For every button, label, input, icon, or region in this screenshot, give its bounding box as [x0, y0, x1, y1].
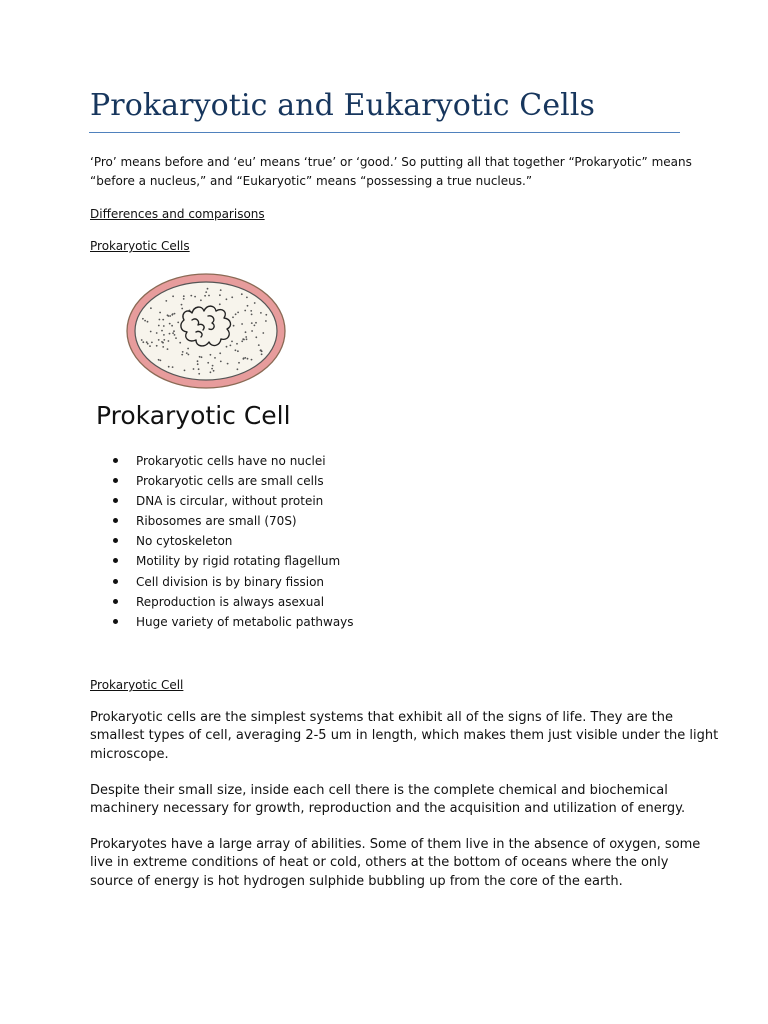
list-item: Huge variety of metabolic pathways: [113, 612, 513, 632]
ribosome-dot: [210, 371, 212, 373]
ribosome-dot: [172, 332, 174, 334]
ribosome-dot: [245, 331, 247, 333]
list-item: Cell division is by binary fission: [113, 572, 513, 592]
ribosome-dot: [190, 295, 192, 297]
ribosome-dot: [147, 343, 149, 345]
ribosome-dot: [232, 316, 234, 318]
ribosome-dot: [169, 333, 171, 335]
ribosome-dot: [233, 325, 235, 327]
figure-caption: Prokaryotic Cell: [96, 401, 291, 430]
ribosome-dot: [210, 354, 212, 356]
ribosome-dot: [142, 341, 144, 343]
ribosome-dot: [243, 357, 245, 359]
ribosome-dot: [251, 322, 253, 324]
ribosome-dot: [220, 289, 222, 291]
subheading-prokaryotic-cell: Prokaryotic Cell: [90, 678, 184, 692]
ribosome-dot: [241, 340, 243, 342]
ribosome-dot: [220, 361, 222, 363]
ribosome-dot: [162, 346, 164, 348]
ribosome-dot: [260, 349, 262, 351]
ribosome-dot: [141, 339, 143, 341]
ribosome-dot: [144, 320, 146, 322]
ribosome-dot: [219, 352, 221, 354]
ribosome-dot: [162, 319, 164, 321]
bullet-icon: [113, 599, 118, 604]
ribosome-dot: [172, 295, 174, 297]
ribosome-dot: [219, 303, 221, 305]
ribosome-dot: [158, 325, 160, 327]
bullet-icon: [113, 579, 118, 584]
ribosome-dot: [219, 294, 221, 296]
ribosome-dot: [254, 302, 256, 304]
list-item: Ribosomes are small (70S): [113, 511, 513, 531]
ribosome-dot: [182, 351, 184, 353]
ribosome-dot: [200, 299, 202, 301]
ribosome-dot: [230, 345, 232, 347]
ribosome-dot: [231, 341, 233, 343]
ribosome-dot: [247, 358, 249, 360]
page-title: Prokaryotic and Eukaryotic Cells: [90, 88, 596, 123]
ribosome-dot: [265, 314, 267, 316]
ribosome-dot: [169, 315, 171, 317]
ribosome-dot: [172, 366, 174, 368]
ribosome-dot: [193, 368, 195, 370]
ribosome-dot: [245, 336, 247, 338]
ribosome-dot: [175, 337, 177, 339]
ribosome-dot: [173, 330, 175, 332]
ribosome-dot: [237, 368, 239, 370]
ribosome-dot: [186, 352, 188, 354]
ribosome-dot: [171, 325, 173, 327]
ribosome-dot: [242, 338, 244, 340]
ribosome-dot: [163, 325, 165, 327]
ribosome-dot: [181, 308, 183, 310]
ribosome-dot: [149, 345, 151, 347]
ribosome-dot: [151, 342, 153, 344]
ribosome-dot: [150, 331, 152, 333]
ribosome-dot: [211, 368, 213, 370]
ribosome-dot: [169, 323, 171, 325]
ribosome-dot: [254, 325, 256, 327]
title-divider: [89, 132, 680, 133]
ribosome-dot: [255, 336, 257, 338]
ribosome-dot: [260, 312, 262, 314]
list-item: Reproduction is always asexual: [113, 592, 513, 612]
ribosome-dot: [204, 295, 206, 297]
ribosome-dot: [258, 344, 260, 346]
body-paragraph: Prokaryotic cells are the simplest systems that exhibit all of the signs of life. They are the smallest types of cell, averaging 2-5 um in length, which makes them just visible under the light microscope.: [90, 710, 719, 762]
ribosome-dot: [142, 318, 144, 320]
ribosome-dot: [187, 348, 189, 350]
ribosome-dot: [194, 296, 196, 298]
ribosome-dot: [146, 341, 148, 343]
ribosome-dot: [199, 356, 201, 358]
body-paragraph: Prokaryotes have a large array of abilities. Some of them live in the absence of oxygen, some live in extreme conditions of heat or cold, others at the bottom of oceans where the only source of energy is hot hydrogen sulphide bubbling up from the core of the earth.: [90, 837, 701, 889]
bullet-icon: [113, 619, 118, 624]
intro-paragraph: [90, 153, 690, 191]
list-item: DNA is circular, without protein: [113, 491, 513, 511]
ribosome-dot: [207, 288, 209, 290]
ribosome-dot: [207, 362, 209, 364]
section-heading: Differences and comparisons: [90, 207, 265, 221]
ribosome-dot: [241, 323, 243, 325]
ribosome-dot: [251, 359, 253, 361]
ribosome-dot: [237, 350, 239, 352]
ribosome-dot: [156, 345, 158, 347]
cell-membrane: [135, 282, 277, 380]
prokaryotic-features-list: [113, 451, 513, 632]
ribosome-dot: [163, 339, 165, 341]
ribosome-dot: [161, 330, 163, 332]
ribosome-dot: [214, 357, 216, 359]
ribosome-dot: [244, 357, 246, 359]
ribosome-dot: [208, 295, 210, 297]
intro-line: ‘Pro’ means before and ‘eu’ means ‘true’ or ‘good.’ So putting all that together “Prokaryotic” means: [90, 155, 692, 169]
bullet-icon: [113, 478, 118, 483]
ribosome-dot: [238, 362, 240, 364]
ribosome-dot: [213, 370, 215, 372]
ribosome-dot: [177, 322, 179, 324]
ribosome-dot: [246, 338, 248, 340]
ribosome-dot: [235, 349, 237, 351]
ribosome-dot: [160, 360, 162, 362]
ribosome-dot: [265, 320, 267, 322]
intro-line: “before a nucleus,” and “Eukaryotic” means “possessing a true nucleus.”: [90, 174, 533, 188]
ribosome-dot: [246, 297, 248, 299]
ribosome-dot: [158, 359, 160, 361]
ribosome-dot: [147, 321, 149, 323]
list-item: Prokaryotic cells are small cells: [113, 471, 513, 491]
ribosome-dot: [251, 314, 253, 316]
ribosome-dot: [197, 360, 199, 362]
ribosome-dot: [184, 370, 186, 372]
ribosome-dot: [168, 340, 170, 342]
ribosome-dot: [167, 348, 169, 350]
subheading-prokaryotic-cells: Prokaryotic Cells: [90, 239, 190, 253]
ribosome-dot: [247, 305, 249, 307]
ribosome-dot: [159, 319, 161, 321]
ribosome-dot: [158, 339, 160, 341]
ribosome-dot: [168, 366, 170, 368]
bullet-icon: [113, 458, 118, 463]
body-paragraph: Despite their small size, inside each cell there is the complete chemical and biochemical machinery necessary for growth, reproduction and the acquisition and utilization of energy.: [90, 783, 686, 817]
ribosome-dot: [250, 310, 252, 312]
ribosome-dot: [174, 334, 176, 336]
ribosome-dot: [183, 298, 185, 300]
list-item: Motility by rigid rotating flagellum: [113, 551, 513, 571]
ribosome-dot: [188, 354, 190, 356]
ribosome-dot: [198, 368, 200, 370]
ribosome-dot: [171, 314, 173, 316]
ribosome-dot: [183, 295, 185, 297]
ribosome-dot: [150, 307, 152, 309]
ribosome-dot: [226, 298, 228, 300]
bullet-icon: [113, 558, 118, 563]
bullet-icon: [113, 498, 118, 503]
ribosome-dot: [236, 343, 238, 345]
ribosome-dot: [261, 353, 263, 355]
ribosome-dot: [181, 304, 183, 306]
list-item: Prokaryotic cells have no nuclei: [113, 451, 513, 471]
ribosome-dot: [179, 342, 181, 344]
bullet-icon: [113, 518, 118, 523]
ribosome-dot: [231, 296, 233, 298]
ribosome-dot: [244, 310, 246, 312]
ribosome-dot: [201, 356, 203, 358]
ribosome-dot: [181, 354, 183, 356]
ribosome-dot: [227, 363, 229, 365]
ribosome-dot: [198, 373, 200, 375]
ribosome-dot: [162, 342, 164, 344]
ribosome-dot: [255, 322, 257, 324]
ribosome-dot: [174, 313, 176, 315]
ribosome-dot: [167, 314, 169, 316]
ribosome-dot: [212, 365, 214, 367]
ribosome-dot: [237, 312, 239, 314]
bullet-icon: [113, 538, 118, 543]
ribosome-dot: [159, 312, 161, 314]
list-item: No cytoskeleton: [113, 531, 513, 551]
ribosome-dot: [205, 291, 207, 293]
ribosome-dot: [262, 332, 264, 334]
ribosome-dot: [235, 313, 237, 315]
ribosome-dot: [156, 332, 158, 334]
ribosome-dot: [197, 363, 199, 365]
prokaryotic-cell-illustration: [92, 268, 332, 443]
ribosome-dot: [251, 330, 253, 332]
ribosome-dot: [226, 346, 228, 348]
ribosome-dot: [165, 300, 167, 302]
ribosome-dot: [163, 334, 165, 336]
ribosome-dot: [241, 293, 243, 295]
